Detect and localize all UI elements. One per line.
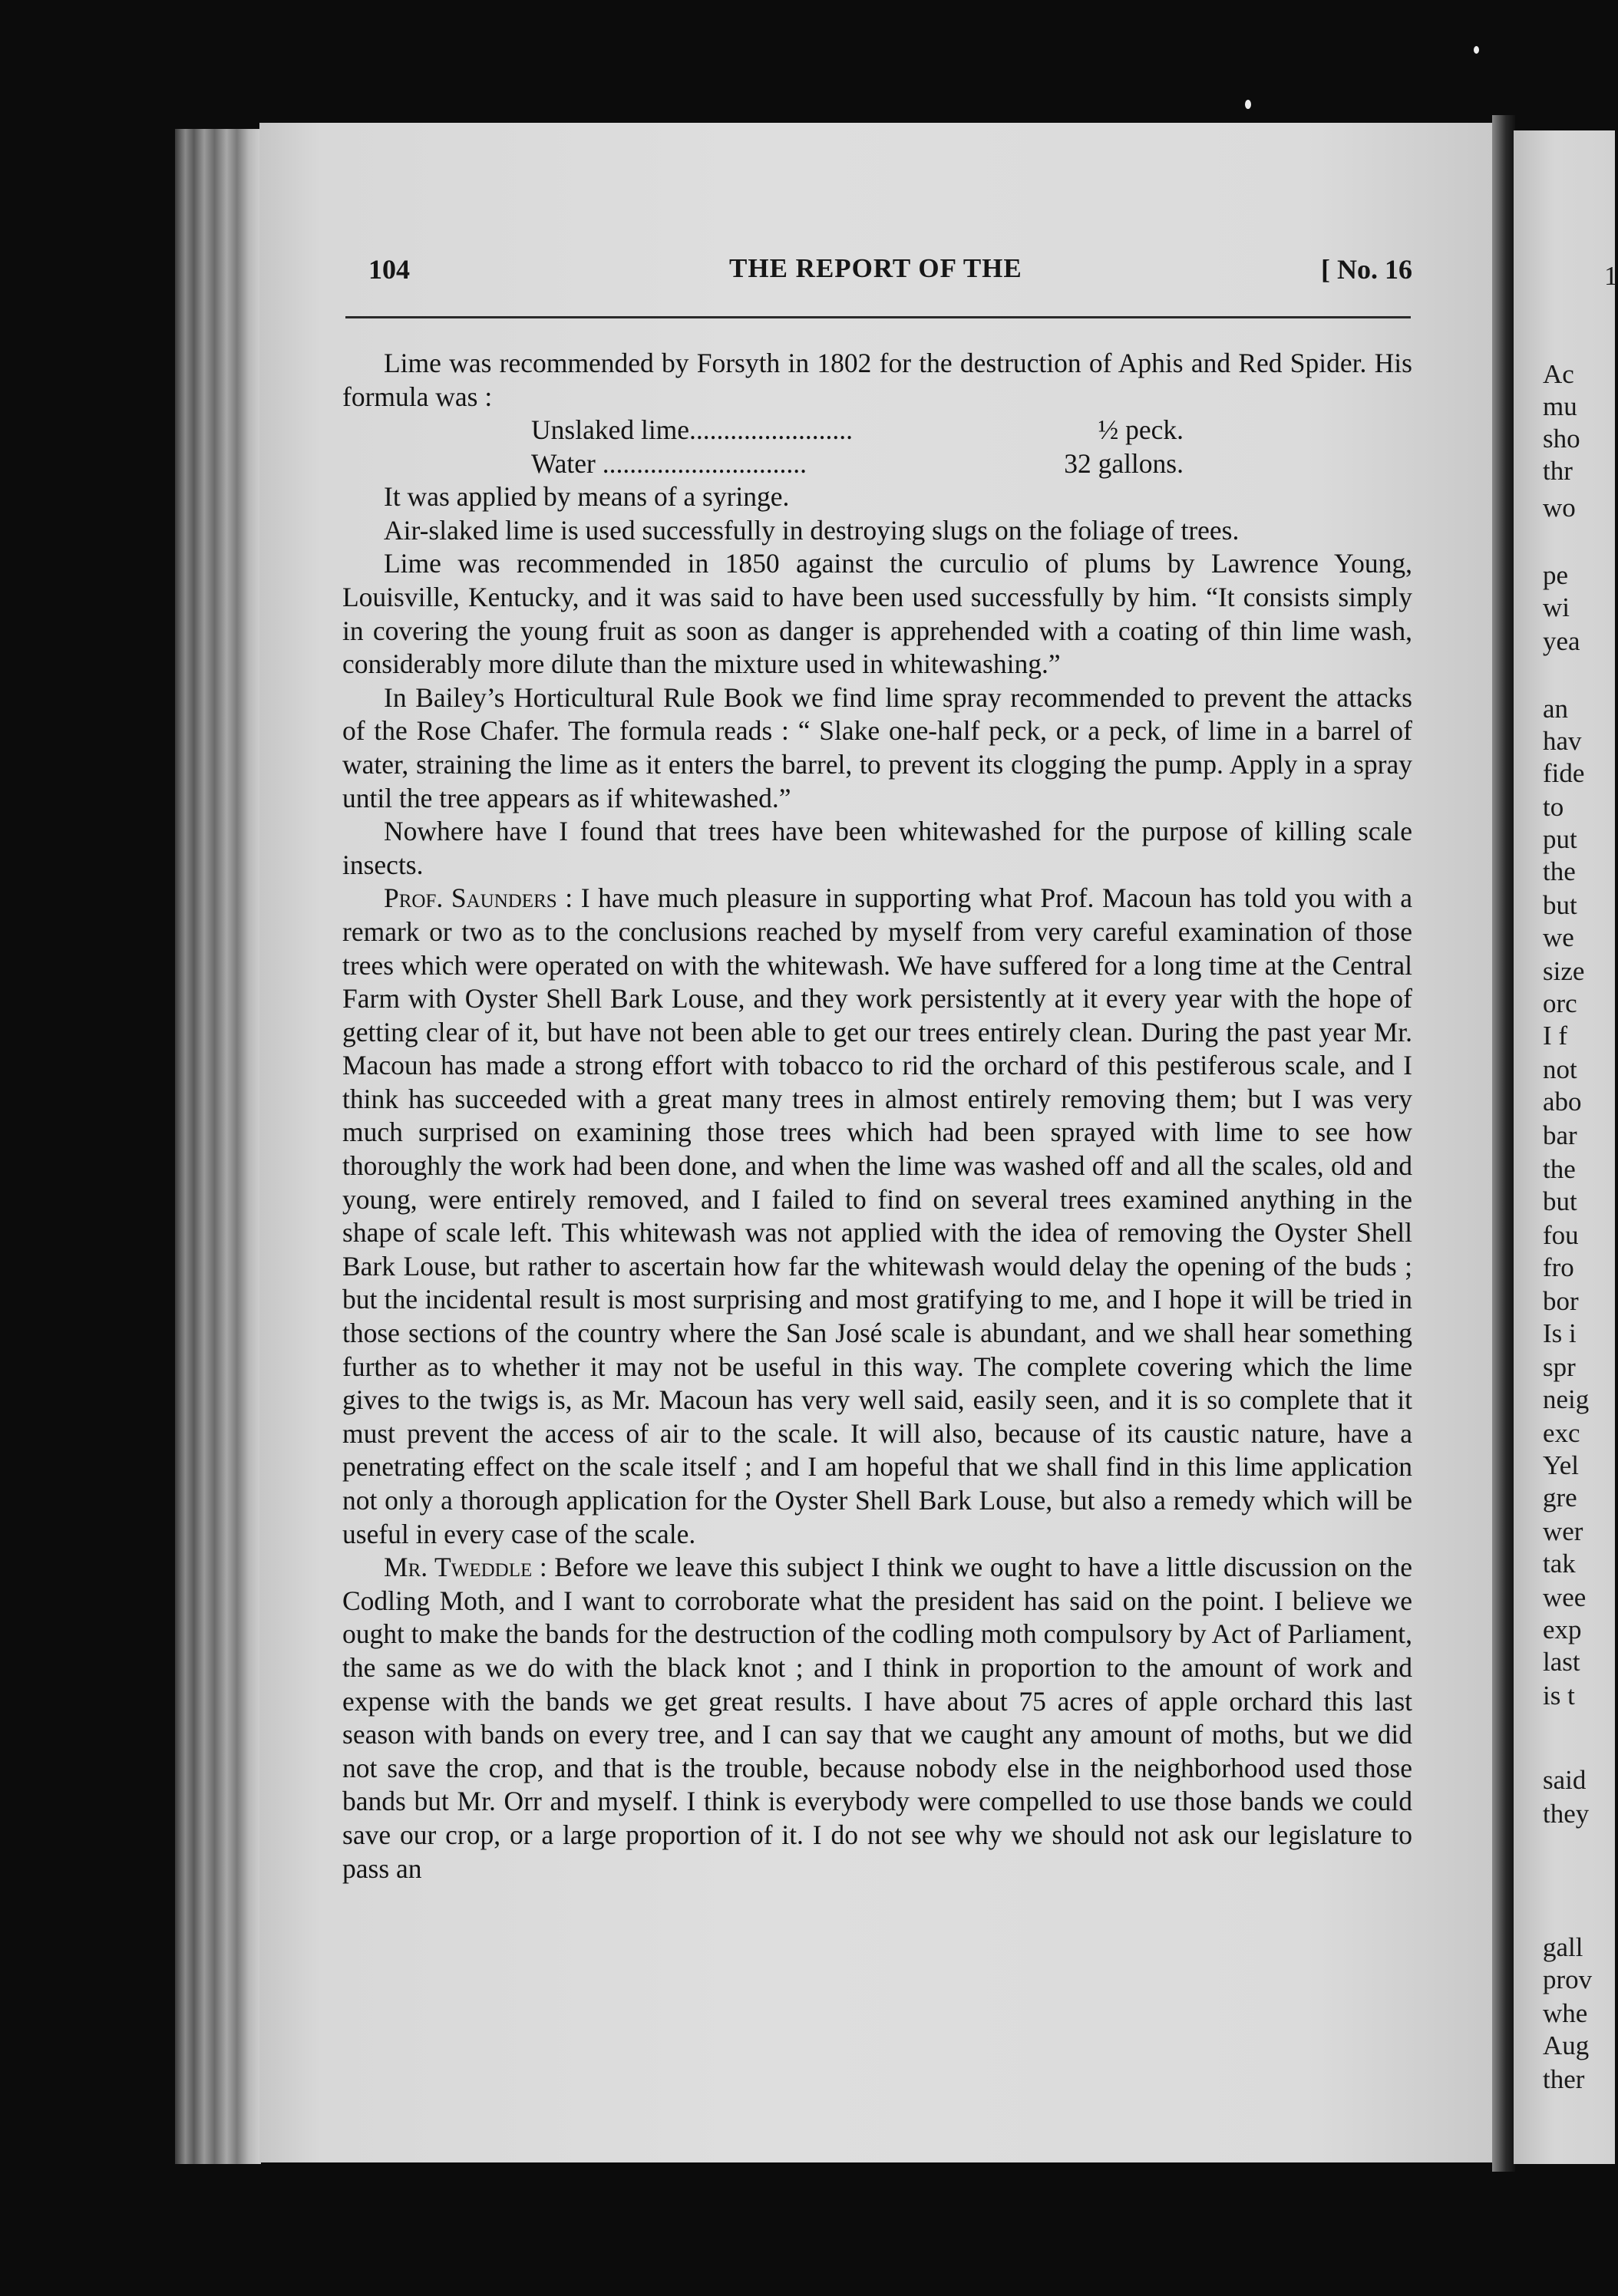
facing-page-text-fragment: sho [1543, 424, 1580, 454]
facing-page-text-fragment: prov [1543, 1964, 1593, 1994]
paragraph: Nowhere have I found that trees have been whitewashed for the purpose of killing scale insects. [342, 816, 1412, 880]
facing-page-text-fragment: gre [1543, 1483, 1577, 1513]
facing-page-text-fragment: but [1543, 1186, 1577, 1216]
facing-page-text-fragment: exc [1543, 1418, 1580, 1448]
formula-row [531, 414, 1184, 447]
facing-page-text-fragment: Is i [1543, 1318, 1577, 1348]
facing-page-text-fragment: Yel [1543, 1450, 1580, 1480]
formula-amount: 32 gallons. [1064, 447, 1184, 479]
formula-item: Water .............................. [531, 447, 807, 479]
facing-page-text-fragment: said [1543, 1765, 1587, 1795]
facing-page-text-fragment: spr [1543, 1352, 1576, 1382]
facing-page-text-fragment: ther [1543, 2064, 1585, 2094]
facing-page-text-fragment: to [1543, 792, 1564, 822]
facing-page-text-fragment: wer [1543, 1516, 1583, 1546]
facing-page-text-fragment: Aug [1543, 2030, 1590, 2060]
film-speck [1474, 46, 1479, 54]
facing-page-text-fragment: 1 [1604, 261, 1618, 291]
facing-page-text-fragment: fide [1543, 758, 1585, 788]
formula-amount: ½ peck. [1098, 414, 1184, 446]
book-gutter [1492, 115, 1515, 2172]
page-body [342, 347, 1412, 1885]
paragraph: Lime was recommended by Forsyth in 1802 for the destruction of Aphis and Red Spider. His formula was : [342, 348, 1412, 412]
facing-page-text-fragment: we [1543, 922, 1574, 952]
facing-page-text-fragment: is t [1543, 1681, 1575, 1710]
report-number: [ No. 16 [1321, 254, 1412, 285]
facing-page-text-fragment: neig [1543, 1384, 1590, 1414]
facing-page-text-fragment: last [1543, 1647, 1580, 1677]
facing-page-text-fragment: wi [1543, 592, 1570, 622]
facing-page-text-fragment: wee [1543, 1582, 1587, 1612]
running-header [368, 253, 1412, 292]
facing-page-text-fragment: exp [1543, 1615, 1582, 1644]
speech-text: : I have much pleasure in supporting what Prof. Macoun has told you with a remark or two as to the conclusions reached by myself from very careful examination of those trees which were operated on with the whitewash. We have suffered for a long time at the Central Farm with Oyster Shell Bark Louse, and they work persistently at it every year with the hope of getting clear of it, but have not been able to get our trees entirely clean. During the past year Mr. Macoun has made a strong effort with tobacco to rid the orchard of this pestiferous scale, and I think has succeeded with a great many trees in almost entirely removing them; but I was very much surprised on examining those trees which had been sprayed with lime to see how thoroughly the work had been done, and when the lime was washed off and all the scales, old and young, were entirely removed, and I failed to find on several trees examined anything in the shape of scale left. This whitewash was not applied with the idea of removing the Oyster Shell Bark Louse, but rather to ascertain how far the whitewash would delay the opening of the buds ; but the incidental result is most surprising and most gratifying to me, and I hope it will be tried in those sections of the country where the San José scale is abundant, and we shall hear something further as to whether it may not be useful in this way. The complete covering which the lime gives to the twigs is, as Mr. Macoun has very well said, easily seen, and it is so complete that it must prevent the access of air to the scale. It will also, because of its caustic nature, have a penetrating effect on the scale itself ; and I am hopeful that we shall find in this lime application not only a thorough application for the Oyster Shell Bark Louse, but also a remedy which will be useful in every case of the scale. [342, 882, 1413, 1549]
facing-page-text-fragment: yea [1543, 626, 1580, 656]
facing-page-text-fragment: thr [1543, 456, 1573, 486]
facing-page-text-fragment: tak [1543, 1549, 1576, 1578]
page-stack-edge [175, 129, 261, 2164]
page-number: 104 [368, 254, 410, 285]
paragraph: Air-slaked lime is used successfully in destroying slugs on the foliage of trees. [384, 514, 1240, 546]
facing-page-text-fragment: Ac [1543, 359, 1574, 389]
facing-page-text-fragment: the [1543, 856, 1576, 886]
facing-page-text-fragment: the [1543, 1154, 1576, 1184]
facing-page-text-fragment: put [1543, 824, 1577, 854]
facing-page-text-fragment: whe [1543, 1998, 1588, 2028]
paragraph [342, 1551, 1412, 1885]
facing-page-text-fragment: they [1543, 1799, 1590, 1829]
formula-item: Unslaked lime........................ [531, 414, 854, 446]
speaker-name: Prof. Saunders [384, 882, 557, 914]
formula-row [531, 447, 1184, 481]
header-rule [345, 316, 1411, 318]
paragraph: It was applied by means of a syringe. [384, 481, 790, 513]
facing-page-text-fragment: but [1543, 890, 1577, 920]
facing-page-text-fragment: not [1543, 1054, 1577, 1084]
running-title: THE REPORT OF THE [729, 253, 1022, 283]
paragraph: In Bailey’s Horticultural Rule Book we find lime spray recommended to prevent the attacks of the Rose Chafer. The formula reads : “ Slake one-half peck, or a peck, of lime in a barrel of water, straining the lime as it enters the barrel, to prevent its clogging the pump. Apply in a spray until the tree appears as if whitewashed.” [342, 681, 1412, 813]
formula-table [531, 414, 1184, 480]
facing-page-text-fragment: fro [1543, 1252, 1574, 1282]
facing-page-text-fragment: bar [1543, 1120, 1577, 1150]
paragraph [342, 882, 1412, 1551]
paragraph: Lime was recommended in 1850 against the curculio of plums by Lawrence Young, Louisville, Kentucky, and it was said to have been used successfully by him. “It consists simply in covering the young fruit as soon as danger is apprehended with a coating of thin lime wash, considerably more dilute than the mixture used in whitewashing.” [342, 548, 1412, 680]
facing-page-text-fragment: wo [1543, 493, 1576, 523]
facing-page-fragment [1514, 130, 1618, 2164]
facing-page-text-fragment: hav [1543, 726, 1582, 756]
speech-text: : Before we leave this subject I think we ought to have a little discussion on the Codling Moth, and I want to corroborate what the president has said on the point. I believe we ought to make the bands for the destruction of the codling moth compulsory by Act of Parliament, the same as we do with the black knot ; and I think in proportion to the amount of work and expense with the bands we get great results. I have about 75 acres of apple orchard this last season with bands on every tree, and I can say that we caught any amount of moths, but we did not save the crop, and that is the trouble, because nobody else in the neighborhood used those bands but Mr. Orr and myself. I think is everybody were compelled to use those bands we could save our crop, or a large proportion of it. I do not see why we should not ask our legislature to pass an [342, 1552, 1412, 1884]
facing-page-text-fragment: orc [1543, 988, 1577, 1018]
facing-page-text-fragment: abo [1543, 1087, 1582, 1117]
facing-page-text-fragment: mu [1543, 391, 1577, 421]
speaker-name: Mr. Tweddle [384, 1552, 533, 1583]
facing-page-text-fragment: fou [1543, 1220, 1579, 1250]
facing-page-text-fragment: gall [1543, 1932, 1583, 1962]
facing-page-text-fragment: bor [1543, 1286, 1579, 1316]
facing-page-text-fragment: an [1543, 694, 1569, 724]
facing-page-text-fragment: size [1543, 956, 1585, 986]
facing-page-text-fragment: I f [1543, 1021, 1568, 1051]
film-speck [1245, 100, 1251, 109]
facing-page-text-fragment: pe [1543, 560, 1569, 590]
